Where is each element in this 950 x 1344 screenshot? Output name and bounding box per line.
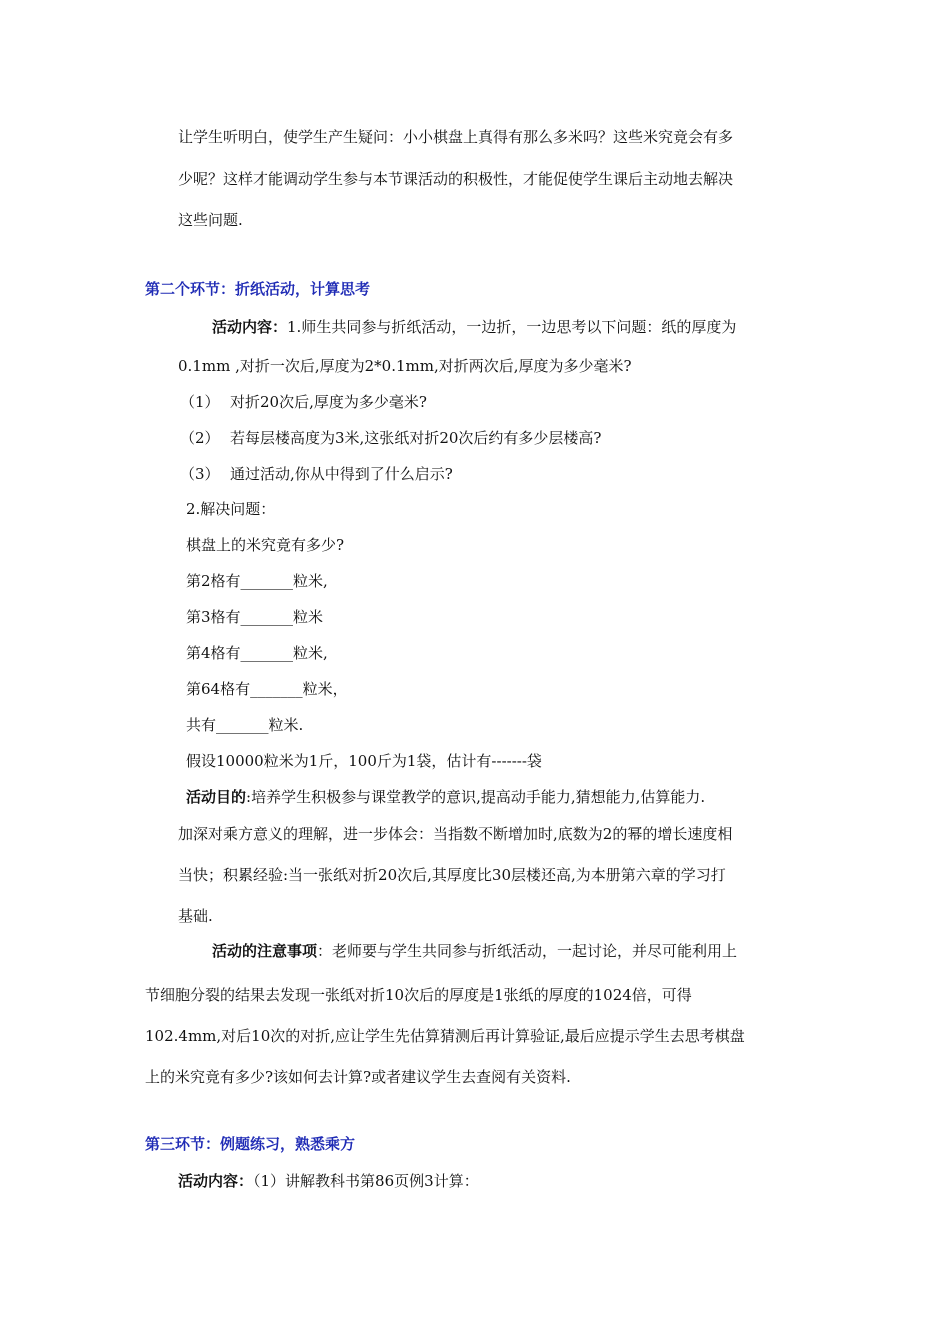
fill-blank-1: 第2格有_______粒米, [186, 572, 328, 590]
question-number: （1） [180, 393, 220, 411]
section-3-content [178, 1171, 479, 1191]
purpose-text: :培养学生积极参与课堂教学的意识,提高动手能力,猜想能力,估算能力. [246, 788, 706, 806]
section-2-content-line-1 [212, 317, 736, 337]
notes-text: ：老师要与学生共同参与折纸活动，一起讨论，并尽可能利用上 [317, 942, 738, 960]
notes-line-2: 节细胞分裂的结果去发现一张纸对折10次后的厚度是1张纸的厚度的1024倍，可得 [145, 986, 692, 1004]
purpose-line-2: 加深对乘方意义的理解，进一步体会：当指数不断增加时,底数为2的幂的增长速度相 [178, 825, 733, 843]
fill-blank-2: 第3格有_______粒米 [186, 608, 324, 626]
content-label: 活动内容： [178, 1172, 254, 1190]
estimate-line: 假设10000粒米为1斤，100斤为1袋，估计有-------袋 [186, 752, 542, 770]
question-3 [180, 464, 453, 484]
intro-line-2: 少呢？这样才能调动学生参与本节课活动的积极性，才能促使学生课后主动地去解决 [178, 170, 734, 188]
purpose-line-4: 基础. [178, 907, 213, 925]
notes-line-1 [212, 941, 737, 961]
question-text: 若每层楼高度为3米,这张纸对折20次后约有多少层楼高? [230, 429, 602, 447]
question-text: 对折20次后,厚度为多少毫米? [230, 393, 427, 411]
notes-line-4: 上的米究竟有多少?该如何去计算?或者建议学生去查阅有关资料. [145, 1068, 571, 1086]
section-2-heading: 第二个环节：折纸活动，计算思考 [145, 280, 371, 298]
content-text: （1）讲解教科书第86页例3计算： [253, 1172, 479, 1190]
intro-line-3: 这些问题. [178, 211, 243, 229]
notes-line-3: 102.4mm,对后10次的对折,应让学生先估算猜测后再计算验证,最后应提示学生去思考棋盘 [145, 1027, 745, 1045]
intro-line-1: 让学生听明白，使学生产生疑问：小小棋盘上真得有那么多米吗？这些米究竟会有多 [178, 128, 734, 146]
solve-question: 棋盘上的米究竟有多少? [186, 536, 345, 554]
question-1 [180, 392, 427, 412]
question-text: 通过活动,你从中得到了什么启示? [230, 465, 453, 483]
purpose-line-3: 当快；积累经验:当一张纸对折20次后,其厚度比30层楼还高,为本册第六章的学习打 [178, 866, 726, 884]
purpose-label: 活动目的 [186, 788, 247, 806]
question-2 [180, 428, 601, 448]
question-number: （3） [180, 465, 220, 483]
section-3-heading: 第三环节：例题练习，熟悉乘方 [145, 1135, 356, 1153]
fill-blank-4: 第64格有_______粒米， [186, 680, 348, 698]
section-2-content-line-2: 0.1mm ,对折一次后,厚度为2*0.1mm,对折两次后,厚度为多少毫米? [178, 357, 632, 375]
fill-blank-3: 第4格有_______粒米, [186, 644, 328, 662]
purpose-line-1 [186, 787, 705, 807]
notes-label: 活动的注意事项 [212, 942, 318, 960]
content-text: 1.师生共同参与折纸活动，一边折，一边思考以下问题：纸的厚度为 [287, 318, 737, 336]
content-label: 活动内容： [212, 318, 288, 336]
fill-blank-5: 共有_______粒米. [186, 716, 304, 734]
solve-title: 2.解决问题： [186, 500, 276, 518]
question-number: （2） [180, 429, 220, 447]
